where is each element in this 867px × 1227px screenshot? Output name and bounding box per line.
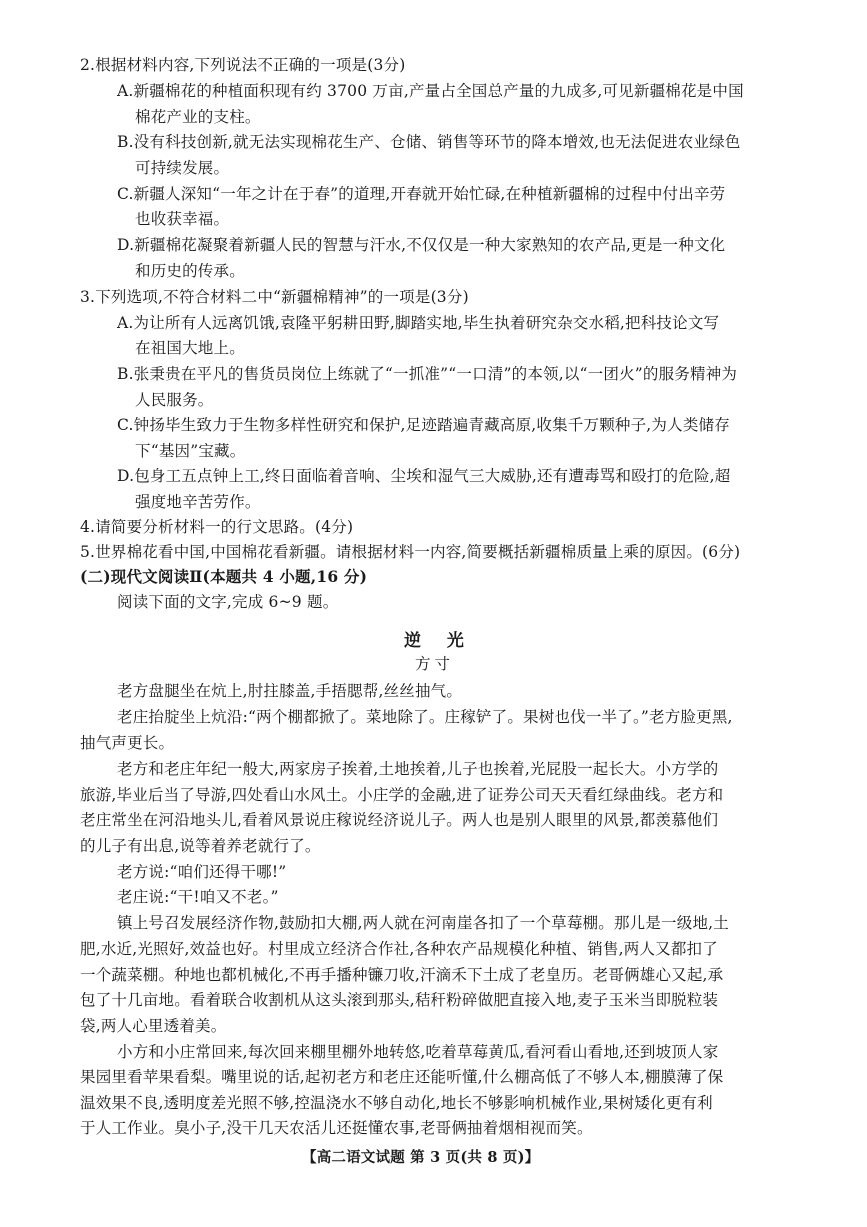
story-line: 老庄说:“干!咱又不老。” — [117, 888, 279, 906]
story-line: 袋,两人心里透着美。 — [80, 1017, 227, 1035]
section-instruction: 阅读下面的文字,完成 6~9 题。 — [117, 593, 339, 611]
story-line: 老庄常坐在河沿地头儿,看着风景说庄稼说经济说儿子。两人也是别人眼里的风景,都羡慕他们 — [80, 811, 719, 829]
section-heading: (二)现代文阅读Ⅱ(本题共 4 小题,16 分) — [80, 567, 368, 586]
q2-option-a-line2: 棉花产业的支柱。 — [135, 108, 261, 126]
page-footer: 【高二语文试题 第 3 页(共 8 页)】 — [302, 1149, 540, 1166]
story-line: 老方盘腿坐在炕上,肘拄膝盖,手捂腮帮,丝丝抽气。 — [117, 682, 463, 700]
q3-option-b-line2: 人民服务。 — [135, 391, 214, 409]
q3-option-c-line1: C.钟扬毕生致力于生物多样性研究和保护,足迹踏遍青藏高原,收集千万颗种子,为人类储存 — [117, 416, 730, 434]
q3-option-a-line2: 在祖国大地上。 — [135, 339, 245, 357]
q3-option-b-line1: B.张秉贵在平凡的售货员岗位上练就了“一抓准”“一口清”的本领,以“一团火”的服务精神为 — [117, 365, 738, 383]
story-line: 老方和老庄年纪一般大,两家房子挨着,土地挨着,儿子也挨着,光屁股一起长大。小方学的 — [117, 760, 719, 778]
story-author: 方寸 — [415, 655, 455, 673]
q3-option-d-line1: D.包身工五点钟上工,终日面临着音响、尘埃和湿气三大威胁,还有遭毒骂和殴打的危险,超 — [117, 467, 731, 485]
q5-stem: 5.世界棉花看中国,中国棉花看新疆。请根据材料一内容,简要概括新疆棉质量上乘的原因。(6分) — [80, 543, 741, 561]
story-line: 小方和小庄常回来,每次回来棚里棚外地转悠,吃着草莓黄瓜,看河看山看地,还到坡顶人家 — [117, 1043, 719, 1061]
story-line: 肥,水近,光照好,效益也好。村里成立经济合作社,各种农产品规模化种植、销售,两人又都扣了 — [80, 940, 718, 958]
q3-option-d-line2: 强度地辛苦劳作。 — [135, 493, 261, 511]
story-line: 抽气声更长。 — [80, 734, 175, 752]
story-line: 老庄抬腚坐上炕沿:“两个棚都掀了。菜地除了。庄稼铲了。果树也伐一半了。”老方脸更黑, — [117, 708, 733, 726]
story-line: 的儿子有出息,说等着养老就行了。 — [80, 837, 321, 855]
q3-stem: 3.下列选项,不符合材料二中“新疆棉精神”的一项是(3分) — [80, 288, 469, 306]
q2-option-d-line2: 和历史的传承。 — [135, 262, 245, 280]
story-line: 于人工作业。臭小子,没干几天农活儿还挺懂农事,老哥俩抽着烟相视而笑。 — [80, 1119, 593, 1137]
story-line: 镇上号召发展经济作物,鼓励扣大棚,两人就在河南崖各扣了一个草莓棚。那儿是一级地,土 — [117, 914, 729, 932]
q2-option-a-line1: A.新疆棉花的种植面积现有约 3700 万亩,产量占全国总产量的九成多,可见新疆棉花是中国 — [117, 82, 744, 100]
q3-option-c-line2: 下“基因”宝藏。 — [135, 442, 246, 460]
story-line: 老方说:“咱们还得干哪!” — [117, 863, 287, 881]
q2-option-c-line1: C.新疆人深知“一年之计在于春”的道理,开春就开始忙碌,在种植新疆棉的过程中付出辛劳 — [117, 185, 726, 203]
q2-option-b-line2: 可持续发展。 — [135, 159, 230, 177]
q4-stem: 4.请简要分析材料一的行文思路。(4分) — [80, 518, 354, 536]
q3-option-a-line1: A.为让所有人远离饥饿,袁隆平躬耕田野,脚踏实地,毕生执着研究杂交水稻,把科技论文写 — [117, 314, 720, 332]
story-title: 逆 光 — [404, 631, 474, 651]
story-line: 果园里看苹果看梨。嘴里说的话,起初老方和老庄还能听懂,什么棚高低了不够人本,棚膜薄了保 — [80, 1068, 724, 1086]
q2-option-b-line1: B.没有科技创新,就无法实现棉花生产、仓储、销售等环节的降本增效,也无法促进农业绿色 — [117, 133, 741, 151]
story-line: 旅游,毕业后当了导游,四处看山水风土。小庄学的金融,进了证券公司天天看红绿曲线。老方和 — [80, 786, 724, 804]
q2-option-c-line2: 也收获幸福。 — [135, 210, 230, 228]
story-line: 温效果不良,透明度差光照不够,控温浇水不够自动化,地长不够影响机械作业,果树矮化更有利 — [80, 1094, 713, 1112]
story-line: 包了十几亩地。看着联合收割机从这头滚到那头,秸秆粉碎做肥直接入地,麦子玉米当即脱粒装 — [80, 991, 719, 1009]
story-line: 一个蔬菜棚。种地也都机械化,不再手播种镰刀收,汗滴禾下土成了老皇历。老哥俩雄心又起,承 — [80, 966, 724, 984]
q2-option-d-line1: D.新疆棉花凝聚着新疆人民的智慧与汗水,不仅仅是一种大家熟知的农产品,更是一种文化 — [117, 236, 726, 254]
q2-stem: 2.根据材料内容,下列说法不正确的一项是(3分) — [80, 56, 406, 74]
